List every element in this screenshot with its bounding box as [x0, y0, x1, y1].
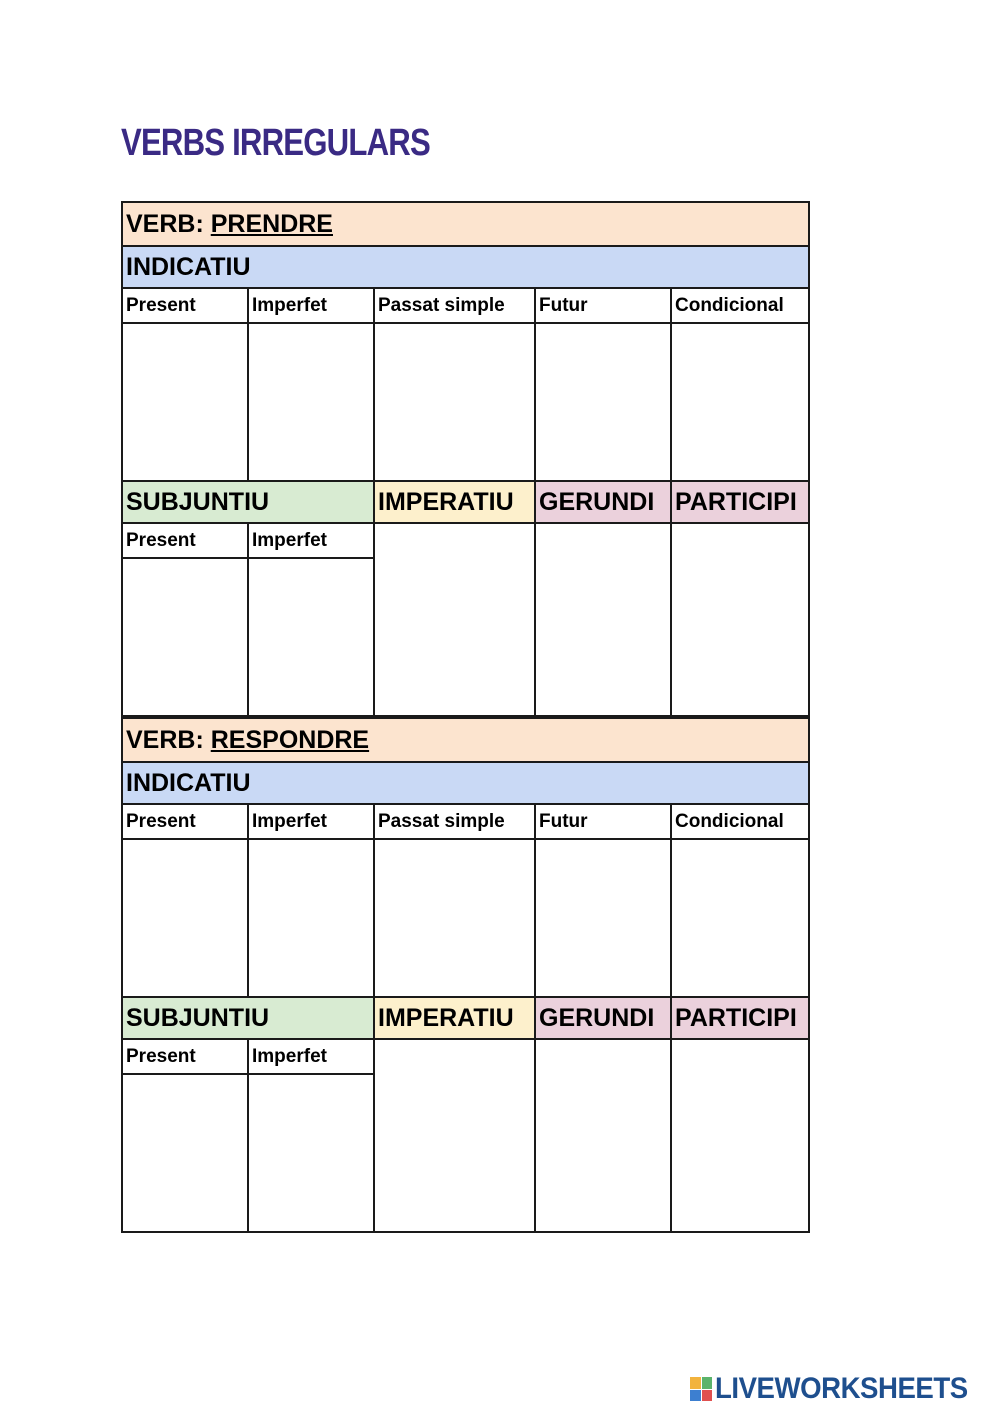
- tense-label: Present: [122, 523, 248, 558]
- liveworksheets-logo: [690, 1372, 990, 1406]
- answer-cell-imperatiu[interactable]: [374, 1039, 535, 1232]
- answer-cell-imperfet[interactable]: [248, 839, 374, 997]
- subjuntiu-tense-row: [122, 523, 809, 558]
- logo-square: [690, 1377, 701, 1389]
- indicatiu-row: [122, 246, 809, 288]
- gerundi-heading: GERUNDI: [535, 481, 671, 523]
- indicatiu-row: [122, 762, 809, 804]
- indicatiu-heading: INDICATIU: [122, 762, 809, 804]
- verb-header: [122, 718, 809, 762]
- logo-square: [702, 1377, 713, 1389]
- answer-cell-subj-present[interactable]: [122, 558, 248, 716]
- tense-label: Condicional: [671, 288, 809, 323]
- indicatiu-tense-row: [122, 288, 809, 323]
- logo-text: LIVEWORKSHEETS: [715, 1372, 968, 1405]
- indicatiu-answer-row: [122, 839, 809, 997]
- verb-header-row: [122, 202, 809, 246]
- verb-table-prendre: [121, 201, 810, 717]
- answer-cell-subj-present[interactable]: [122, 1074, 248, 1232]
- tense-label: Passat simple: [374, 804, 535, 839]
- participi-heading: PARTICIPI: [671, 997, 809, 1039]
- logo-grid-icon: [690, 1377, 712, 1401]
- answer-cell-futur[interactable]: [535, 323, 671, 481]
- verb-header-row: [122, 718, 809, 762]
- answer-cell-imperatiu[interactable]: [374, 523, 535, 716]
- tense-label: Present: [122, 804, 248, 839]
- mood-heading-row: [122, 997, 809, 1039]
- answer-cell-present[interactable]: [122, 323, 248, 481]
- tense-label: Present: [122, 1039, 248, 1074]
- tense-label: Futur: [535, 288, 671, 323]
- answer-cell-subj-imperfet[interactable]: [248, 558, 374, 716]
- verb-header: [122, 202, 809, 246]
- tense-label: Present: [122, 288, 248, 323]
- tense-label: Condicional: [671, 804, 809, 839]
- participi-heading: PARTICIPI: [671, 481, 809, 523]
- subjuntiu-heading: SUBJUNTIU: [122, 997, 374, 1039]
- answer-cell-participi[interactable]: [671, 1039, 809, 1232]
- answer-cell-gerundi[interactable]: [535, 1039, 671, 1232]
- logo-square: [702, 1390, 713, 1402]
- tense-label: Passat simple: [374, 288, 535, 323]
- tense-label: Futur: [535, 804, 671, 839]
- answer-cell-participi[interactable]: [671, 523, 809, 716]
- answer-cell-gerundi[interactable]: [535, 523, 671, 716]
- indicatiu-heading: INDICATIU: [122, 246, 809, 288]
- indicatiu-answer-row: [122, 323, 809, 481]
- subjuntiu-heading: SUBJUNTIU: [122, 481, 374, 523]
- answer-cell-passat-simple[interactable]: [374, 839, 535, 997]
- indicatiu-tense-row: [122, 804, 809, 839]
- verb-prefix: VERB:: [126, 725, 211, 754]
- verb-name: PRENDRE: [210, 209, 333, 238]
- verb-prefix: VERB:: [126, 209, 211, 238]
- subjuntiu-tense-row: [122, 1039, 809, 1074]
- verb-name: RESPONDRE: [210, 725, 370, 754]
- tense-label: Imperfet: [248, 804, 374, 839]
- gerundi-heading: GERUNDI: [535, 997, 671, 1039]
- logo-square: [690, 1390, 701, 1402]
- tense-label: Imperfet: [248, 288, 374, 323]
- page-title: VERBS IRREGULARS: [121, 122, 430, 164]
- imperatiu-heading: IMPERATIU: [374, 481, 535, 523]
- mood-heading-row: [122, 481, 809, 523]
- answer-cell-condicional[interactable]: [671, 839, 809, 997]
- answer-cell-imperfet[interactable]: [248, 323, 374, 481]
- answer-cell-present[interactable]: [122, 839, 248, 997]
- imperatiu-heading: IMPERATIU: [374, 997, 535, 1039]
- answer-cell-subj-imperfet[interactable]: [248, 1074, 374, 1232]
- answer-cell-futur[interactable]: [535, 839, 671, 997]
- tense-label: Imperfet: [248, 523, 374, 558]
- answer-cell-passat-simple[interactable]: [374, 323, 535, 481]
- answer-cell-condicional[interactable]: [671, 323, 809, 481]
- verb-table-respondre: [121, 717, 810, 1233]
- tense-label: Imperfet: [248, 1039, 374, 1074]
